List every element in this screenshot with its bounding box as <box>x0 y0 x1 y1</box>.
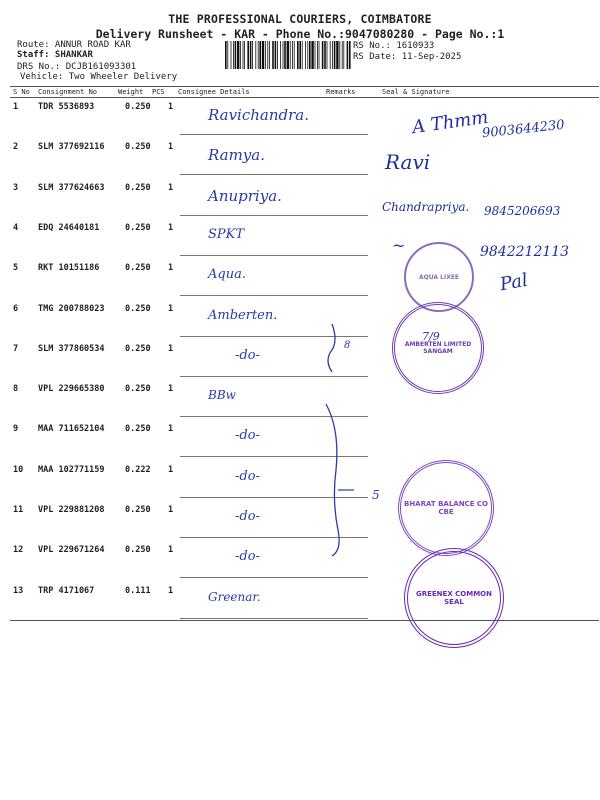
cell-sno: 1 <box>13 102 19 112</box>
cell-weight: 0.250 <box>125 545 151 556</box>
cell-weight: 0.111 <box>125 585 151 596</box>
table-row <box>10 300 599 340</box>
cell-consignee: SPKT <box>208 226 245 242</box>
cell-consignment: VPL 229665380 <box>38 384 105 395</box>
aqua-stamp-text: AQUA LIXEE <box>418 273 460 281</box>
cell-pcs: 1 <box>168 263 174 274</box>
cell-weight: 0.250 <box>125 102 151 112</box>
company-title: THE PROFESSIONAL COURIERS, COIMBATORE <box>168 12 432 26</box>
cell-pcs: 1 <box>168 545 174 556</box>
consignee-underline <box>180 577 368 578</box>
signature-row-4: ~ <box>392 236 406 255</box>
table-row <box>10 461 599 501</box>
table-row <box>10 501 599 541</box>
cell-sno: 3 <box>13 182 19 193</box>
table-row <box>10 138 599 178</box>
signature-row-7: 7/9 <box>422 330 440 343</box>
barcode <box>225 41 351 69</box>
staff-label: Staff: SHANKAR <box>17 50 93 60</box>
cell-consignment: TRP 4171067 <box>38 585 95 596</box>
cell-sno: 12 <box>13 545 24 556</box>
cell-consignment: MAA 102771159 <box>38 464 105 475</box>
cell-consignment: SLM 377860534 <box>38 343 105 354</box>
cell-consignment: SLM 377624663 <box>38 182 105 193</box>
cell-consignment: EDQ 24640181 <box>38 222 100 233</box>
consignee-underline <box>180 295 368 296</box>
remarks-count-6-7: 8 <box>344 340 351 351</box>
signature-row-5: Pal <box>498 269 530 296</box>
cell-pcs: 1 <box>168 182 174 193</box>
cell-consignee: Ramya. <box>208 146 265 165</box>
col-sno: S No <box>13 88 30 96</box>
bharat-stamp-text: BHARAT BALANCE CO CBE <box>403 500 489 516</box>
col-weight: Weight <box>118 88 144 96</box>
cell-consignment: SLM 377692116 <box>38 142 105 153</box>
signature-row-1: A Thmm <box>410 106 490 139</box>
amberten-stamp <box>392 302 484 394</box>
cell-pcs: 1 <box>168 303 174 314</box>
cell-weight: 0.250 <box>125 263 151 274</box>
col-consignee: Consignee Details <box>178 88 250 96</box>
cell-weight: 0.222 <box>125 464 151 475</box>
cell-pcs: 1 <box>168 102 174 112</box>
col-remarks: Remarks <box>326 88 356 96</box>
cell-pcs: 1 <box>168 222 174 233</box>
cell-sno: 6 <box>13 303 19 314</box>
table-row <box>10 420 599 460</box>
cell-consignment: TDR 5536893 <box>38 102 95 112</box>
remarks-brackets <box>318 320 378 560</box>
cell-weight: 0.250 <box>125 142 151 153</box>
remarks-count-8-12: 5 <box>372 488 380 502</box>
cell-sno: 8 <box>13 384 19 395</box>
cell-sno: 13 <box>13 585 24 596</box>
vehicle-label: Vehicle: Two Wheeler Delivery <box>20 72 178 82</box>
cell-sno: 5 <box>13 263 19 274</box>
cell-consignee: BBw <box>208 388 236 403</box>
signature-row-4-phone: 9842212113 <box>480 244 570 260</box>
col-pcs: PCS <box>152 88 165 96</box>
bharat-stamp <box>398 460 494 556</box>
cell-consignment: TMG 200788023 <box>38 303 105 314</box>
cell-pcs: 1 <box>168 464 174 475</box>
cell-consignment: VPL 229671264 <box>38 545 105 556</box>
consignee-underline <box>180 618 368 619</box>
cell-weight: 0.250 <box>125 343 151 354</box>
cell-pcs: 1 <box>168 505 174 515</box>
cell-pcs: 1 <box>168 343 174 354</box>
cell-consignee: -do- <box>235 468 260 484</box>
cell-consignee: -do- <box>235 428 260 444</box>
drs-number: DRS No.: DCJB161093301 <box>17 62 137 72</box>
cell-consignment: RKT 10151186 <box>38 263 100 274</box>
rs-date: RS Date: 11-Sep-2025 <box>353 52 462 62</box>
table-row <box>10 340 599 380</box>
cell-consignee: Ravichandra. <box>208 106 310 124</box>
cell-consignee: Aqua. <box>208 267 246 283</box>
route-label: Route: ANNUR ROAD KAR <box>17 40 131 50</box>
cell-weight: 0.250 <box>125 182 151 193</box>
cell-pcs: 1 <box>168 142 174 153</box>
cell-consignee: Anupriya. <box>208 186 282 205</box>
cell-consignee: -do- <box>235 549 260 565</box>
col-consignment: Consignment No <box>38 88 98 96</box>
cell-consignment: VPL 229881208 <box>38 505 105 515</box>
greenex-stamp-text: GREENEX COMMON SEAL <box>415 590 492 606</box>
cell-sno: 2 <box>13 142 19 153</box>
cell-sno: 9 <box>13 424 19 435</box>
cell-pcs: 1 <box>168 585 174 596</box>
table-row <box>10 582 599 622</box>
table-row <box>10 380 599 420</box>
rs-number: RS No.: 1610933 <box>353 41 435 51</box>
cell-sno: 10 <box>13 464 24 475</box>
signature-row-3: Chandrapriya. <box>382 200 470 214</box>
consignee-underline <box>180 174 368 175</box>
signature-row-3-phone: 9845206693 <box>484 204 561 218</box>
cell-pcs: 1 <box>168 424 174 435</box>
col-seal: Seal & Signature <box>382 88 450 96</box>
greenex-stamp <box>404 548 504 648</box>
cell-consignment: MAA 711652104 <box>38 424 105 435</box>
runsheet-subtitle: Delivery Runsheet - KAR - Phone No.:9047080280 - Page No.:1 <box>95 27 505 41</box>
consignee-underline <box>180 255 368 256</box>
header-top-rule <box>10 86 599 87</box>
table-bottom-rule <box>10 620 599 621</box>
cell-weight: 0.250 <box>125 222 151 233</box>
table-row <box>10 541 599 581</box>
cell-consignee: Greenar. <box>208 589 261 604</box>
cell-consignee: -do- <box>235 509 260 524</box>
cell-consignee: Amberten. <box>208 307 278 323</box>
cell-sno: 7 <box>13 343 19 354</box>
consignee-underline <box>180 215 368 216</box>
amberten-stamp-text: AMBERTEN LIMITED SANGAM <box>404 341 472 355</box>
cell-pcs: 1 <box>168 384 174 395</box>
cell-weight: 0.250 <box>125 303 151 314</box>
consignee-underline <box>180 134 368 135</box>
cell-weight: 0.250 <box>125 424 151 435</box>
cell-weight: 0.250 <box>125 505 151 515</box>
signature-row-2: Ravi <box>385 150 431 174</box>
cell-consignee: -do- <box>235 347 260 363</box>
cell-weight: 0.250 <box>125 384 151 395</box>
signature-row-1-phone: 9003644230 <box>481 117 566 142</box>
cell-sno: 11 <box>13 505 24 515</box>
cell-sno: 4 <box>13 222 19 233</box>
